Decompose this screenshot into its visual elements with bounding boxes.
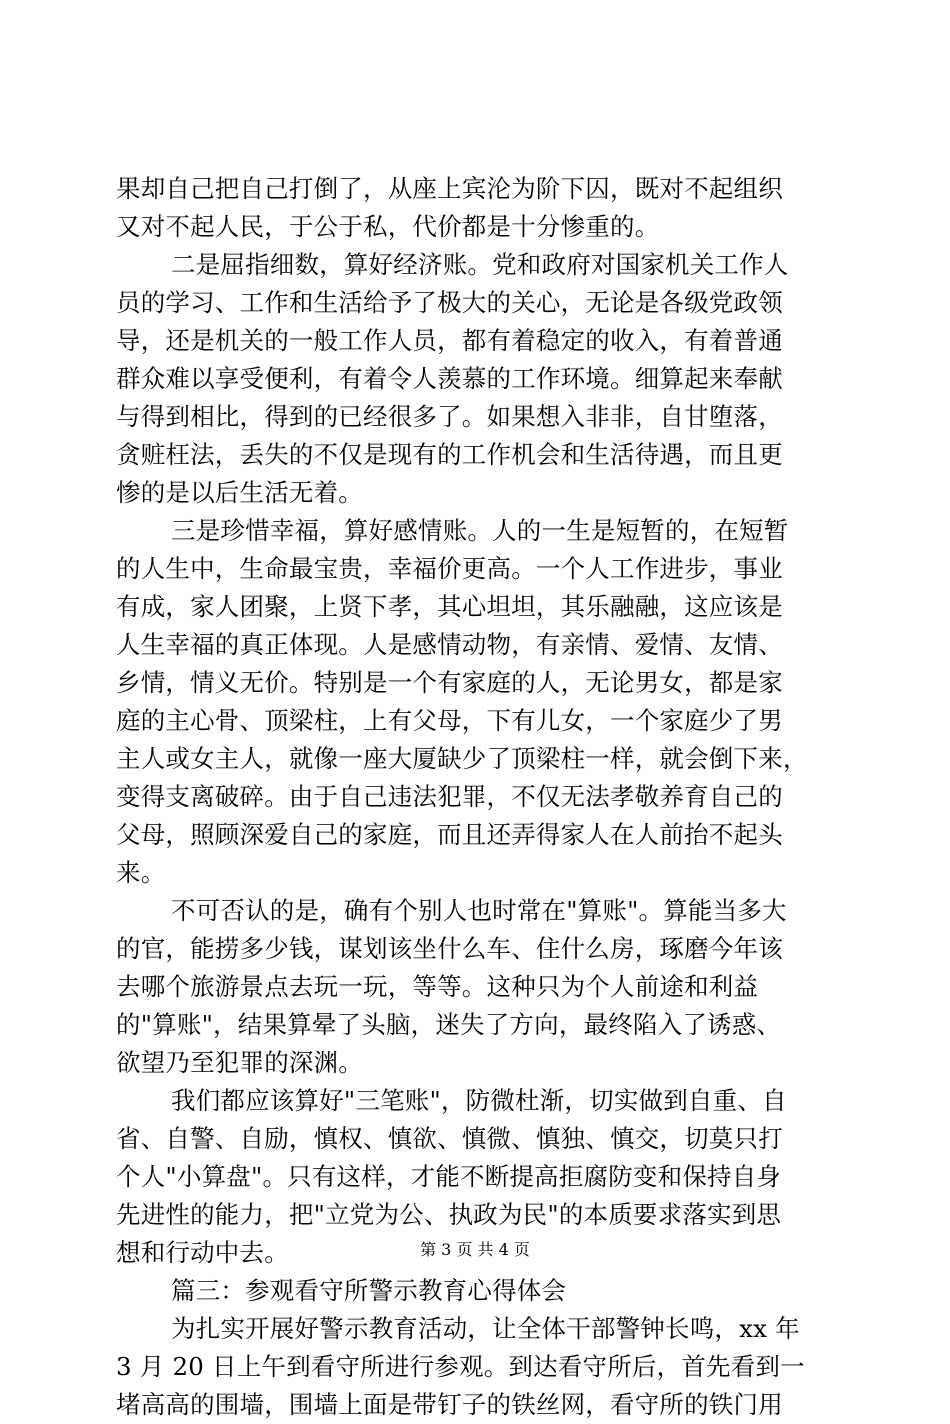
text-line: 二是屈指细数，算好经济账。党和政府对国家机关工作人 (171, 250, 789, 279)
text-line: 有成，家人团聚，上贤下孝，其心坦坦，其乐融融，这应该是 (116, 592, 783, 621)
text-line: 变得支离破碎。由于自己违法犯罪，不仅无法孝敬养育自己的 (116, 782, 783, 811)
text-line: 乡情，情义无价。特别是一个有家庭的人，无论男女，都是家 (116, 668, 783, 697)
text-line: 个人"小算盘"。只有这样，才能不断提高拒腐防变和保持自身 (116, 1162, 782, 1191)
page-number-label: 第 3 页 共 4 页 (420, 1240, 530, 1259)
text-line: 果却自己把自己打倒了，从座上宾沦为阶下囚，既对不起组织 (116, 174, 783, 203)
text-line: 贪赃枉法，丢失的不仅是现有的工作机会和生活待遇，而且更 (116, 440, 783, 469)
text-line: 去哪个旅游景点去玩一玩，等等。这种只为个人前途和利益 (116, 972, 759, 1001)
text-line: 与得到相比，得到的已经很多了。如果想入非非，自甘堕落， (116, 402, 783, 431)
text-line: 主人或女主人，就像一座大厦缺少了顶梁柱一样，就会倒下来， (116, 744, 808, 773)
text-line: 不可否认的是，确有个别人也时常在"算账"。算能当多大 (171, 896, 787, 925)
text-line: 导，还是机关的一般工作人员，都有着稳定的收入，有着普通 (116, 326, 783, 355)
text-line: 的官，能捞多少钱，谋划该坐什么车、住什么房，琢磨今年该 (116, 934, 783, 963)
text-line: 庭的主心骨、顶梁柱，上有父母，下有儿女，一个家庭少了男 (116, 706, 783, 735)
text-line: 省、自警、自励，慎权、慎欲、慎微、慎独、慎交，切莫只打 (116, 1124, 783, 1153)
text-line: 想和行动中去。 (116, 1238, 289, 1267)
text-line: 人生幸福的真正体现。人是感情动物，有亲情、爱情、友情、 (116, 630, 783, 659)
page-footer (0, 1240, 950, 1260)
section-heading: 篇三：参观看守所警示教育心得体会 (171, 1276, 567, 1305)
text-line: 先进性的能力，把"立党为公、执政为民"的本质要求落实到思 (116, 1200, 782, 1229)
text-line: 三是珍惜幸福，算好感情账。人的一生是短暂的，在短暂 (171, 516, 789, 545)
text-line: 员的学习、工作和生活给予了极大的关心，无论是各级党政领 (116, 288, 783, 317)
text-line: 群众难以享受便利，有着令人羡慕的工作环境。细算起来奉献 (116, 364, 783, 393)
body-text (116, 170, 836, 1424)
text-line: 我们都应该算好"三笔账"，防微杜渐，切实做到自重、自 (171, 1086, 787, 1115)
text-line: 欲望乃至犯罪的深渊。 (116, 1048, 363, 1077)
text-line: 为扎实开展好警示教育活动，让全体干部警钟长鸣，xx 年 (171, 1314, 800, 1343)
text-line: 的"算账"，结果算晕了头脑，迷失了方向，最终陷入了诱惑、 (116, 1010, 782, 1039)
text-line: 的人生中，生命最宝贵，幸福价更高。一个人工作进步，事业 (116, 554, 783, 583)
text-line: 3 月 20 日上午到看守所进行参观。到达看守所后，首先看到一 (116, 1352, 805, 1381)
text-line: 惨的是以后生活无着。 (116, 478, 363, 507)
text-line: 又对不起人民，于公于私，代价都是十分惨重的。 (116, 212, 660, 241)
text-line: 来。 (116, 858, 166, 887)
text-line: 堵高高的围墙，围墙上面是带钉子的铁丝网，看守所的铁门用 (116, 1390, 783, 1419)
text-line: 父母，照顾深爱自己的家庭，而且还弄得家人在人前抬不起头 (116, 820, 783, 849)
